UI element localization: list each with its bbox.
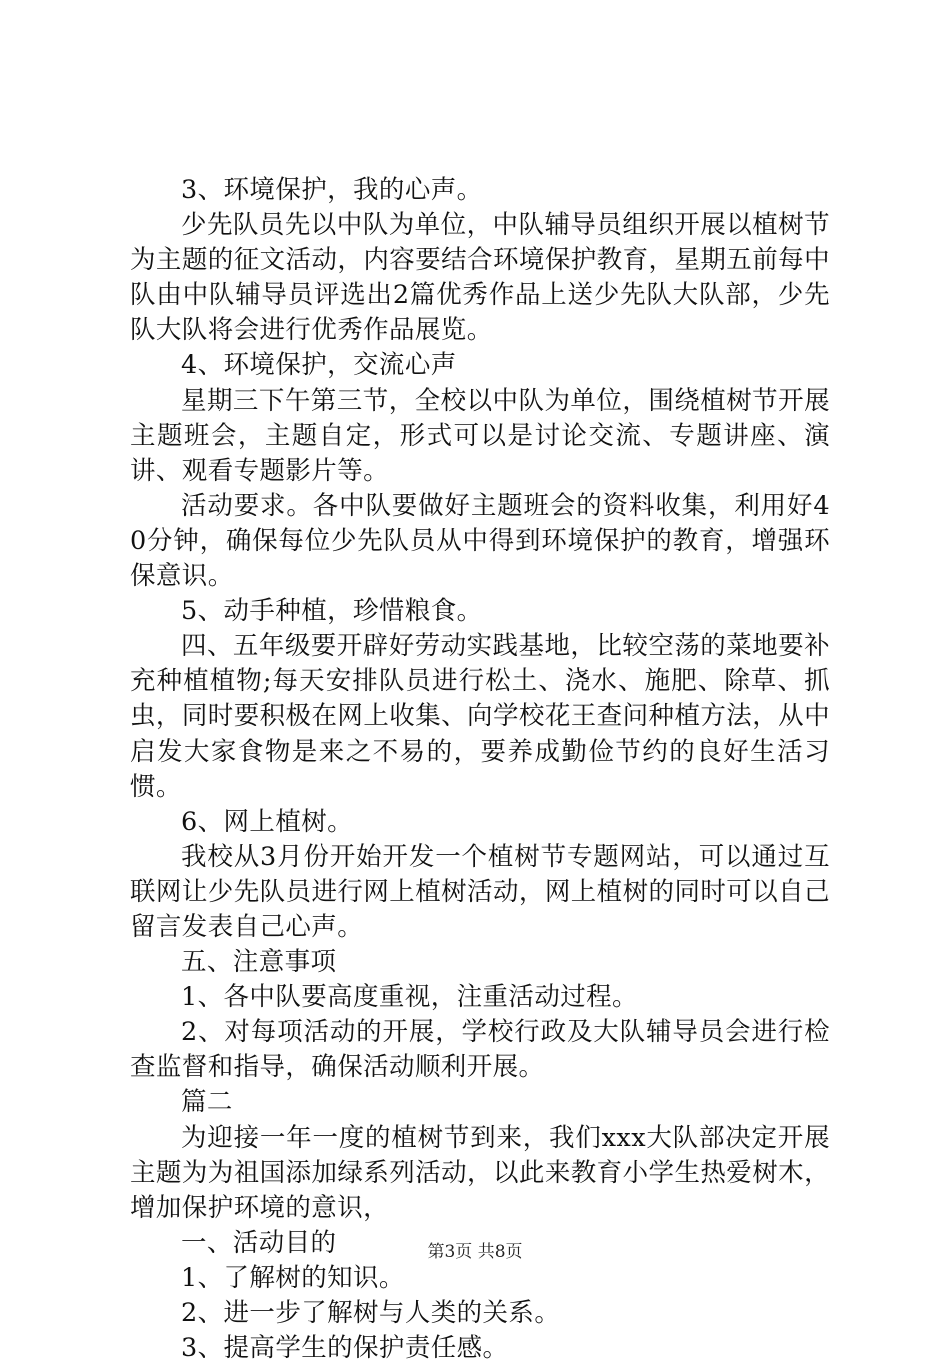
page-number-footer: 第3页 共8页 [427, 1242, 523, 1262]
document-body [130, 173, 830, 1366]
paragraph-6: 5、动手种植，珍惜粮食。 [181, 596, 483, 627]
paragraph-14: 为迎接一年一度的植树节到来，我们xxx大队部决定开展主题为为祖国添加绿系列活动，以此来教育小学生热爱树木，增加保护环境的意识， [130, 1122, 830, 1223]
paragraph-9: 我校从3月份开始开发一个植树节专题网站，可以通过互联网让少先队员进行网上植树活动，网上植树的同时可以自己留言发表自己心声。 [130, 841, 830, 942]
paragraph-13: 篇二 [181, 1087, 233, 1118]
paragraph-12: 2、对每项活动的开展，学校行政及大队辅导员会进行检查监督和指导，确保活动顺利开展。 [130, 1017, 830, 1083]
paragraph-4: 星期三下午第三节，全校以中队为单位，围绕植树节开展主题班会，主题自定，形式可以是讨论交流、专题讲座、演讲、观看专题影片等。 [130, 385, 830, 486]
paragraph-17: 2、进一步了解树与人类的关系。 [181, 1298, 561, 1328]
paragraph-3: 4、环境保护，交流心声 [181, 350, 457, 381]
paragraph-11: 1、各中队要高度重视，注重活动过程。 [181, 982, 638, 1013]
paragraph-8: 6、网上植树。 [181, 806, 354, 837]
paragraph-15: 一、活动目的 [181, 1227, 337, 1258]
paragraph-7: 四、五年级要开辟好劳动实践基地，比较空荡的菜地要补充种植植物;每天安排队员进行松土、浇水、施肥、除草、抓虫，同时要积极在网上收集、向学校花王查问种植方法，从中启发大家食物是来之不易的，要养成勤俭节约的良好生活习惯。 [130, 631, 830, 802]
paragraph-18: 3、提高学生的保护责任感。 [181, 1333, 509, 1364]
paragraph-2: 少先队员先以中队为单位，中队辅导员组织开展以植树节为主题的征文活动，内容要结合环境保护教育，星期五前每中队由中队辅导员评选出2篇优秀作品上送少先队大队部，少先队大队将会进行优秀作品展览。 [130, 210, 830, 346]
paragraph-16: 1、了解树的知识。 [181, 1262, 405, 1293]
paragraph-10: 五、注意事项 [181, 947, 337, 978]
paragraph-1: 3、环境保护，我的心声。 [181, 175, 483, 205]
paragraph-5: 活动要求。各中队要做好主题班会的资料收集，利用好40分钟，确保每位少先队员从中得到环境保护的教育，增强环保意识。 [130, 490, 830, 592]
